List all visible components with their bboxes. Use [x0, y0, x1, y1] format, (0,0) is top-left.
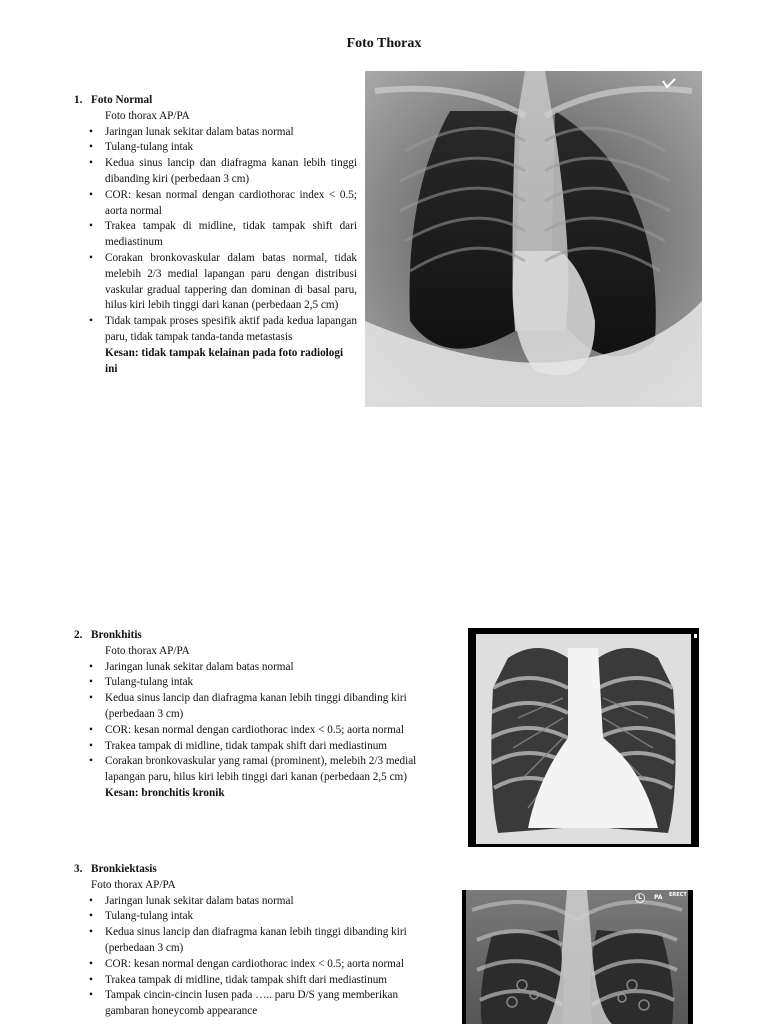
list-item: • Jaringan lunak sekitar dalam batas normal [74, 660, 444, 676]
section-heading: 1. Foto Normal [74, 94, 153, 106]
list-item: • COR: kesan normal dengan cardiothorac index < 0.5; aorta normal [74, 957, 424, 973]
list-item: • Tidak tampak proses spesifik aktif pada kedua lapangan paru, tidak tampak tanda-tanda metastasis [74, 314, 357, 346]
list-item: • COR: kesan normal dengan cardiothorac index < 0.5; aorta normal [74, 188, 357, 220]
section-bronkiektasis [74, 862, 424, 1020]
list-item: • Kedua sinus lancip dan diafragma kanan lebih tinggi dibanding kiri (perbedaan 3 cm) [74, 925, 424, 957]
section-bronkhitis [74, 628, 444, 802]
xray-marker-erect: ERECT [669, 892, 687, 898]
section-foto-normal [74, 93, 357, 377]
conclusion: Kesan: tidak tampak kelainan pada foto radiologi ini [105, 346, 344, 375]
section-heading: 2. Bronkhitis [74, 629, 142, 641]
xray-image-bronkhitis [468, 628, 699, 847]
list-item: • Corakan bronkovaskular dalam batas normal, tidak melebih 2/3 medial lapangan paru dengan distribusi vaskular gradual tappering dan dominan di basal paru, hilus kiri lebih tinggi dari kanan (perbedaan 2,5 cm) [74, 251, 357, 314]
list-item: • Tulang-tulang intak [74, 675, 444, 691]
xray-marker-l: L [638, 894, 642, 901]
list-item: • Tulang-tulang intak [74, 909, 424, 925]
list-item: • Jaringan lunak sekitar dalam batas normal [74, 125, 357, 141]
list-item: • Trakea tampak di midline, tidak tampak shift dari mediastinum [74, 219, 357, 251]
section-subtitle: Foto thorax AP/PA [91, 878, 176, 891]
list-item: • Tulang-tulang intak [74, 140, 357, 156]
list-item: • Corakan bronkovaskular yang ramai (prominent), melebih 2/3 medial lapangan paru, hilus kiri lebih tinggi dari kanan (perbedaan 2,5 cm) [74, 754, 444, 786]
list-item: • Kedua sinus lancip dan diafragma kanan lebih tinggi dibanding kiri (perbedaan 3 cm) [74, 156, 357, 188]
section-heading: 3. Bronkiektasis [74, 863, 157, 875]
list-item: • Tampak cincin-cincin lusen pada ….. paru D/S yang memberikan gambaran honeycomb appearance [74, 988, 424, 1020]
list-item: • Trakea tampak di midline, tidak tampak shift dari mediastinum [74, 973, 424, 989]
page-title: Foto Thorax [346, 36, 422, 51]
xray-image-bronkiektasis [462, 890, 693, 1024]
xray-marker-pa: PA [654, 894, 663, 901]
section-subtitle: Foto thorax AP/PA [105, 644, 190, 657]
findings-list [74, 894, 424, 1020]
conclusion: Kesan: bronchitis kronik [105, 786, 225, 799]
list-item: • Kedua sinus lancip dan diafragma kanan lebih tinggi dibanding kiri (perbedaan 3 cm) [74, 691, 444, 723]
section-subtitle: Foto thorax AP/PA [105, 109, 190, 122]
list-item: • COR: kesan normal dengan cardiothorac index < 0.5; aorta normal [74, 723, 444, 739]
list-item: • Jaringan lunak sekitar dalam batas normal [74, 894, 424, 910]
findings-list [74, 125, 357, 346]
list-item: • Trakea tampak di midline, tidak tampak shift dari mediastinum [74, 739, 444, 755]
xray-image-normal [365, 71, 702, 407]
findings-list [74, 660, 444, 786]
